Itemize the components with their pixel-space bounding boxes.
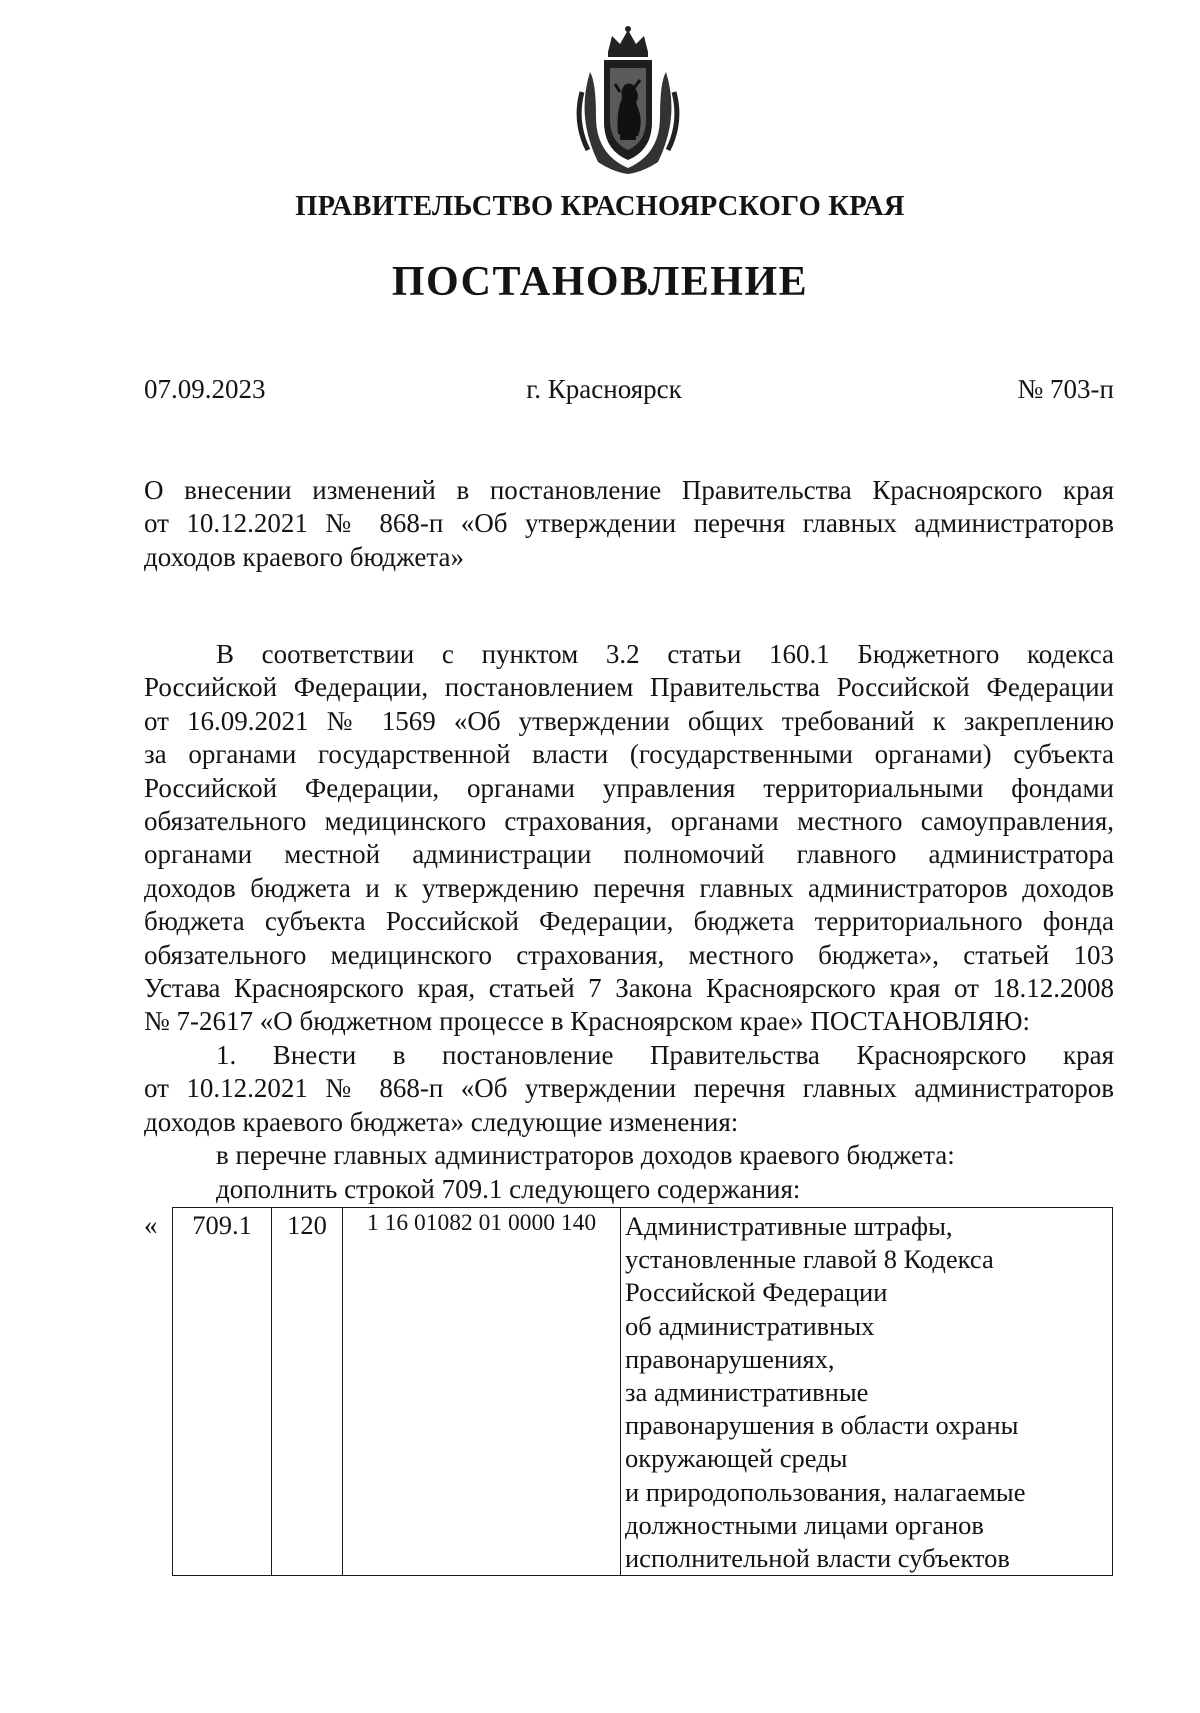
table-row [173,1208,1113,1576]
subject-line: доходов краевого бюджета» [144,541,464,572]
description-line: за административные [625,1377,869,1408]
body-line: доходов бюджета и к утверждению перечня главных администраторов доходов [144,872,1114,903]
amendment-table [172,1207,1113,1576]
row-number-cell: 709.1 [173,1208,272,1576]
document-type: ПОСТАНОВЛЕНИЕ [391,259,809,305]
body-line: Российской Федерации, органами управления территориальными фондами [144,772,1114,803]
document-meta [144,374,1114,410]
body-line: бюджета субъекта Российской Федерации, бюджета территориального фонда [144,906,1114,937]
body-line: в перечне главных администраторов доходов краевого бюджета: [216,1140,955,1171]
description-line: правонарушения в области охраны [625,1410,1019,1441]
coat-of-arms-icon [568,22,688,180]
admin-code-cell: 120 [272,1208,343,1576]
body-line: Российской Федерации, постановлением Правительства Российской Федерации [144,672,1114,703]
table-open-quote: « [144,1210,158,1240]
description-line: и природопользования, налагаемые [625,1476,1026,1507]
body-line: обязательного медицинского страхования, местного бюджета», статьей 103 [144,939,1114,970]
body-line: 1. Внести в постановление Правительства Красноярского края [216,1039,1114,1070]
description-line: должностными лицами органов [625,1509,984,1540]
body-line: за органами государственной власти (государственными органами) субъекта [144,739,1114,770]
body-line: органами местной администрации полномочий главного администратора [144,839,1114,870]
government-name: ПРАВИТЕЛЬСТВО КРАСНОЯРСКОГО КРАЯ [295,191,905,222]
description-cell [621,1208,1113,1576]
body-line: Устава Красноярского края, статьей 7 Закона Красноярского края от 18.12.2008 [144,973,1114,1004]
body-line: обязательного медицинского страхования, органами местного самоуправления, [144,806,1114,837]
document-city: г. Красноярск [526,374,682,404]
subject-line: О внесении изменений в постановление Правительства Красноярского края [144,475,1114,505]
document-body [144,638,1114,1206]
description-line: Российской Федерации [625,1277,888,1308]
description-line: об административных [625,1310,875,1341]
body-line: от 10.12.2021 № 868-п «Об утверждении перечня главных администраторов [144,1073,1114,1104]
description-line: исполнительной власти субъектов [625,1543,1010,1574]
body-line: от 16.09.2021 № 1569 «Об утверждении общих требований к закреплению [144,705,1114,736]
body-line: доходов краевого бюджета» следующие изменения: [144,1106,739,1137]
body-line: № 7-2617 «О бюджетном процессе в Красноярском крае» ПОСТАНОВЛЯЮ: [144,1006,1030,1037]
description-line: правонарушениях, [625,1343,835,1374]
description-line: окружающей среды [625,1443,848,1474]
description-line: Административные штрафы, [625,1211,953,1241]
document-subject [144,474,1114,574]
document-date: 07.09.2023 [144,374,266,404]
body-line: В соответствии с пунктом 3.2 статьи 160.1 Бюджетного кодекса [216,639,1114,669]
description-line: установленные главой 8 Кодекса [625,1244,994,1275]
revenue-code-cell: 1 16 01082 01 0000 140 [343,1208,621,1576]
body-line: дополнить строкой 709.1 следующего содержания: [216,1173,801,1204]
subject-line: от 10.12.2021 № 868-п «Об утверждении перечня главных администраторов [144,508,1114,539]
document-number: № 703-п [1017,374,1114,404]
